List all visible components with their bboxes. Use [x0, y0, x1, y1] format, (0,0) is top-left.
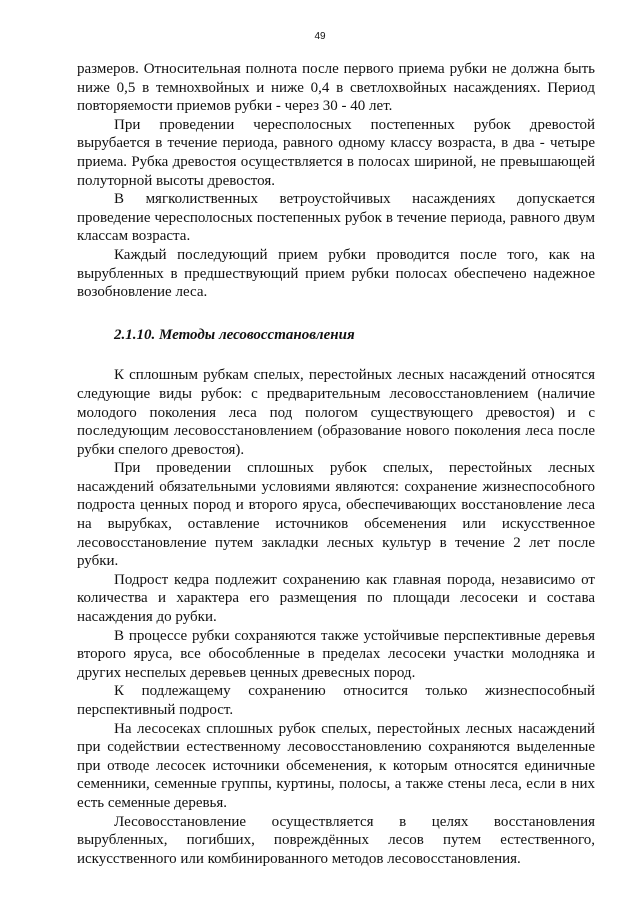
paragraph-mandatory-conditions: При проведении сплошных рубок спелых, перестойных лесных насаждений обязательными условиями являются: сохранение жизнеспособного подроста ценных пород и второго яруса, обеспечивающих восстановление леса на вырубках, оставление источников обсеменения или искусственное лесовосстановление путем закладки лесных культур в течение 2 лет после рубки. [77, 460, 595, 570]
paragraph-continued: размеров. Относительная полнота после первого приема рубки не должна быть ниже 0,5 в темнохвойных и ниже 0,4 в светлохвойных насаждениях. Период повторяемости приемов рубки - через 30 - 40 лет. [77, 61, 595, 115]
paragraphs-before-section [77, 60, 595, 302]
paragraph-preserved-trees: В процессе рубки сохраняются также устойчивые перспективные деревья второго яруса, все обособленные в пределах лесосеки участки молодняка и других неспелых деревьев ценных древесных пород. [77, 627, 595, 681]
paragraph-strip-cutting: При проведении чересполосных постепенных рубок древостой вырубается в течение периода, равного одному классу возраста, в два - четыре приема. Рубка древостоя осуществляется в полосах шириной, не превышающей полуторной высоты древостоя. [77, 116, 595, 189]
paragraph-reforestation-purpose: Лесовосстановление осуществляется в целях восстановления вырубленных, погибших, повреждённых лесов путем естественного, искусственного или комбинированного методов лесовосстановления. [77, 813, 595, 867]
paragraph-seed-sources: На лесосеках сплошных рубок спелых, перестойных лесных насаждений при содействии естественному лесовосстановлению сохраняются выделенные при отводе лесосек источники обсеменения, к которым относятся единичные семенники, семенные группы, куртины, полосы, а также стены леса, если в них есть семенные деревья. [77, 720, 595, 811]
page-number: 49 [314, 31, 326, 42]
document-body [77, 60, 595, 868]
paragraph-cedar-undergrowth: Подрост кедра подлежит сохранению как главная порода, независимо от количества и характера его размещения по площади лесосеки и состава насаждения до рубки. [77, 571, 595, 626]
paragraph-viable-undergrowth: К подлежащему сохранению относится только жизнеспособный перспективный подрост. [77, 683, 595, 718]
paragraph-subsequent-cut: Каждый последующий прием рубки проводится после того, как на вырубленных в предшествующий прием рубки полосах обеспечено надежное возобновление леса. [77, 246, 595, 301]
paragraph-softwood: В мягколиственных ветроустойчивых насаждениях допускается проведение чересполосных постепенных рубок в течение периода, равного двум классам возраста. [77, 191, 595, 245]
section-heading: 2.1.10. Методы лесовосстановления [114, 326, 355, 343]
paragraphs-after-section [77, 366, 595, 868]
paragraph-clearcut-types: К сплошным рубкам спелых, перестойных лесных насаждений относятся следующие виды рубок: с предварительным лесовосстановлением (наличие молодого поколения леса под пологом существующего древостоя) и с последующим лесовосстановлением (образование нового поколения леса после рубки спелого древостоя). [77, 367, 595, 458]
